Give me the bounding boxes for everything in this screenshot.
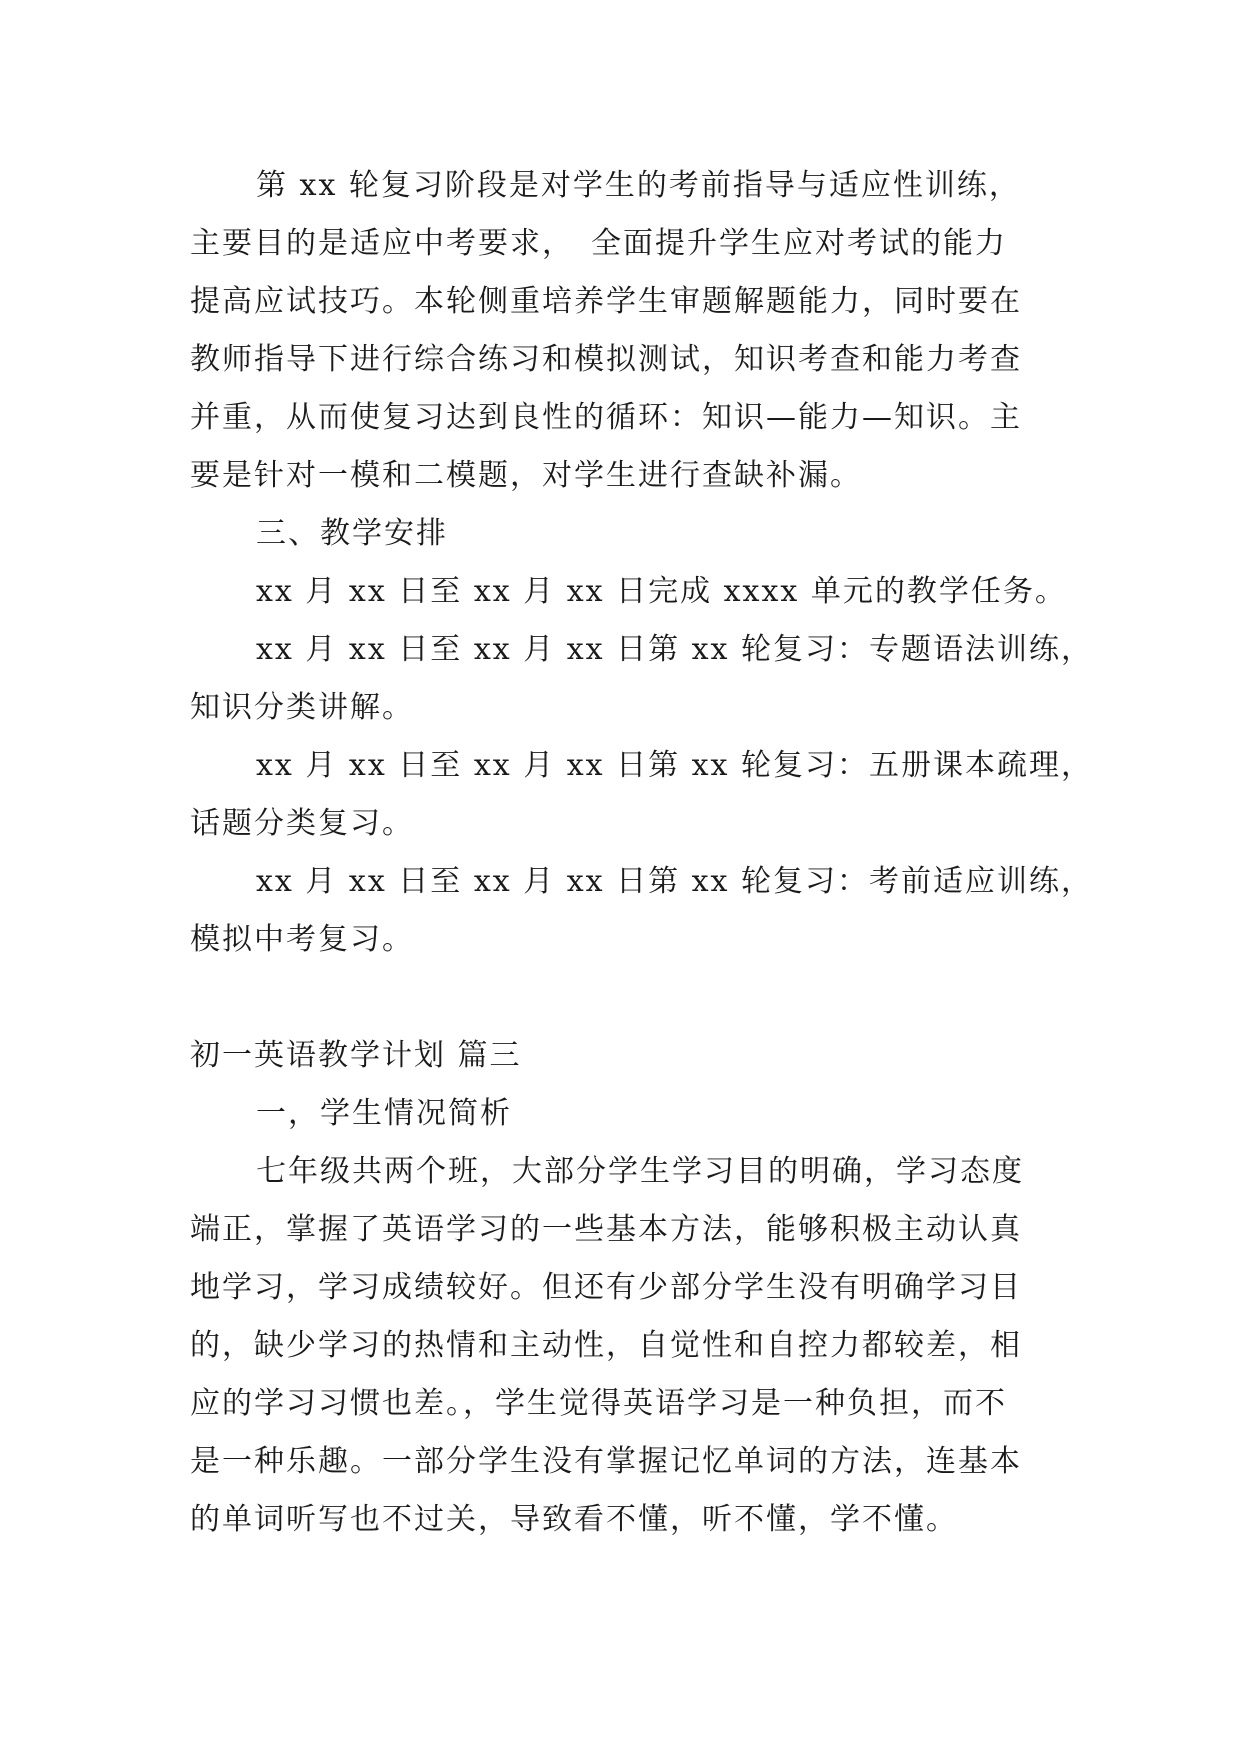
schedule-item: xx 月 xx 日至 xx 月 xx 日完成 xxxx 单元的教学任务。 (256, 574, 1067, 609)
analysis-paragraph-line: 的，缺少学习的热情和主动性，自觉性和自控力都较差，相 (190, 1328, 1022, 1363)
review-paragraph-line: 要是针对一模和二模题，对学生进行查缺补漏。 (190, 458, 862, 493)
review-paragraph-line: 提高应试技巧。本轮侧重培养学生审题解题能力，同时要在 (190, 284, 1022, 319)
schedule-item-continuation: 模拟中考复习。 (190, 922, 414, 957)
review-paragraph-line: 第 xx 轮复习阶段是对学生的考前指导与适应性训练， (256, 168, 1021, 203)
schedule-item: xx 月 xx 日至 xx 月 xx 日第 xx 轮复习：五册课本疏理， (256, 748, 1094, 783)
schedule-item: xx 月 xx 日至 xx 月 xx 日第 xx 轮复习：专题语法训练， (256, 632, 1094, 667)
analysis-paragraph-line: 应的学习习惯也差。，学生觉得英语学习是一种负担，而不 (190, 1386, 1007, 1421)
analysis-paragraph-line: 是一种乐趣。一部分学生没有掌握记忆单词的方法，连基本 (190, 1444, 1022, 1479)
review-paragraph-line: 主要目的是适应中考要求， 全面提升学生应对考试的能力 (190, 226, 1007, 261)
review-paragraph-line: 教师指导下进行综合练习和模拟测试，知识考查和能力考查 (190, 342, 1022, 377)
schedule-item-continuation: 话题分类复习。 (190, 806, 414, 841)
analysis-paragraph-line: 的单词听写也不过关，导致看不懂，听不懂，学不懂。 (190, 1502, 958, 1537)
analysis-paragraph-line: 七年级共两个班，大部分学生学习目的明确，学习态度 (256, 1154, 1024, 1189)
review-paragraph-line: 并重，从而使复习达到良性的循环：知识—能力—知识。主 (190, 400, 1022, 435)
analysis-paragraph-line: 地学习，学习成绩较好。但还有少部分学生没有明确学习目 (190, 1270, 1022, 1305)
schedule-heading: 三、教学安排 (256, 516, 448, 551)
student-analysis-heading: 一，学生情况简析 (256, 1096, 512, 1131)
analysis-paragraph-line: 端正，掌握了英语学习的一些基本方法，能够积极主动认真 (190, 1212, 1022, 1247)
schedule-item: xx 月 xx 日至 xx 月 xx 日第 xx 轮复习：考前适应训练， (256, 864, 1094, 899)
schedule-item-continuation: 知识分类讲解。 (190, 690, 414, 725)
part-three-title: 初一英语教学计划 篇三 (190, 1038, 522, 1073)
